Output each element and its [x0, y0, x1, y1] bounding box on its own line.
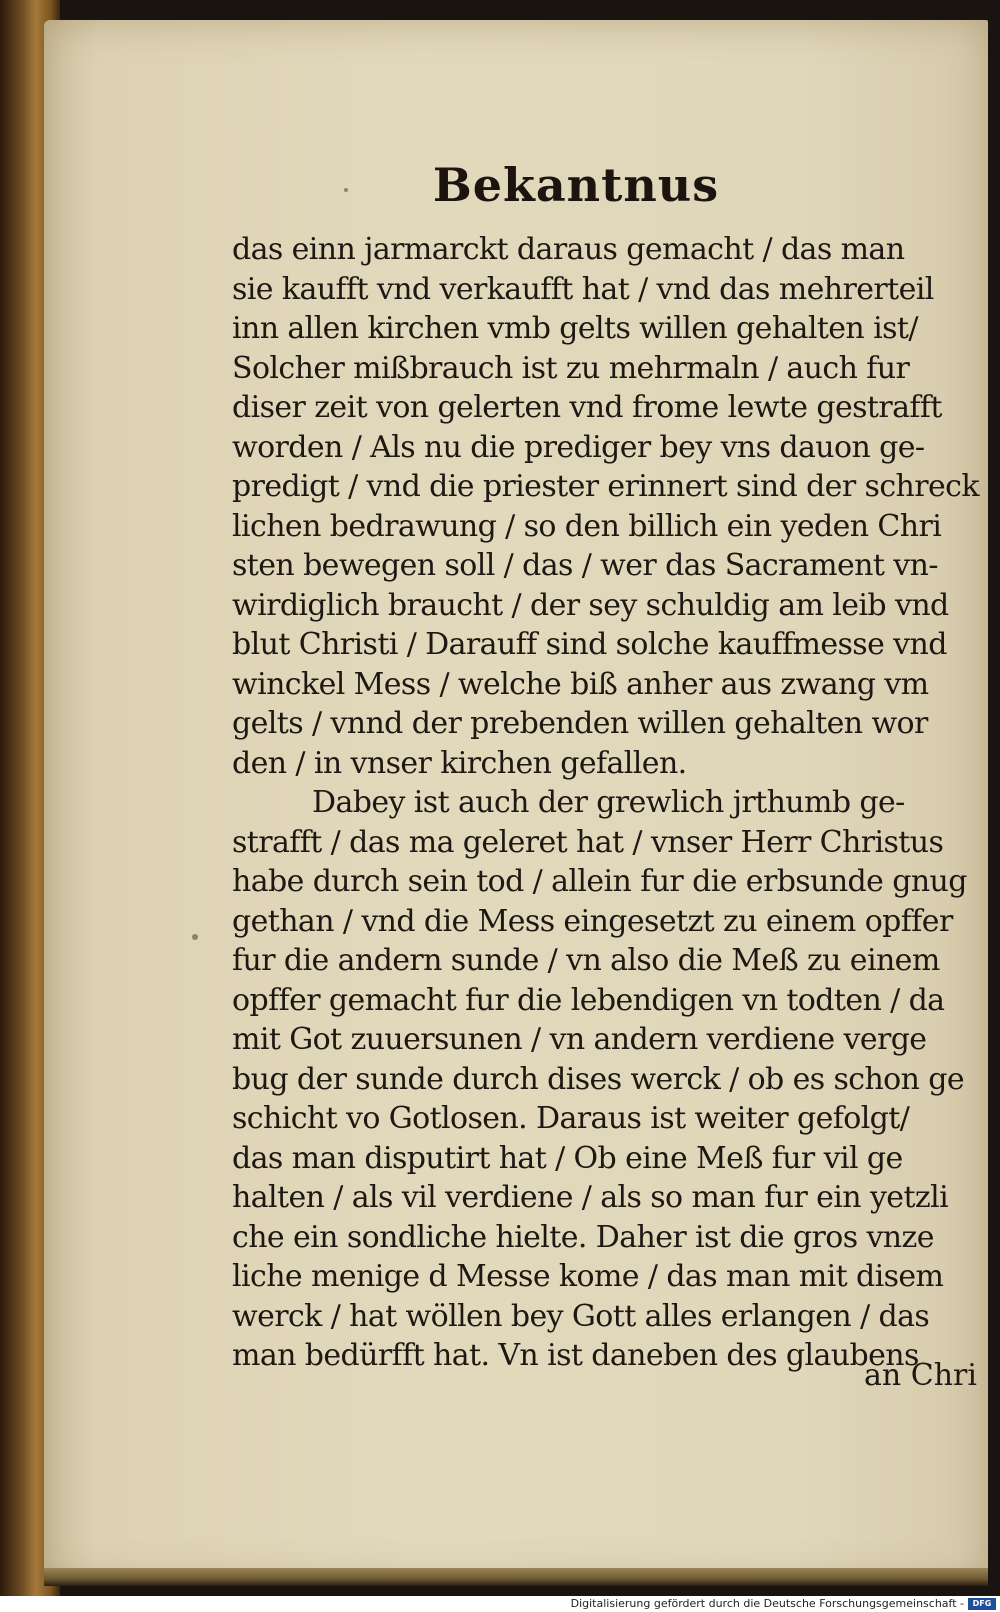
text-line: bug der sunde durch dises werck / ob es schon ge [232, 1061, 965, 1097]
text-line: schicht vo Gotlosen. Daraus ist weiter gefolgt/ [232, 1101, 910, 1136]
text-line: winckel Mess / welche biß anher aus zwang vm [232, 666, 929, 702]
text-line: wirdiglich braucht / der sey schuldig am leib vnd [232, 587, 949, 623]
text-line: habe durch sein tod / allein fur die erbsunde gnug [232, 864, 967, 899]
paragraph-start-line: Dabey ist auch der grewlich jrthumb ge- [312, 785, 905, 820]
text-line: predigt / vnd die priester erinnert sind der schreck [232, 469, 979, 504]
text-line: gethan / vnd die Mess eingesetzt zu einem opffer [232, 903, 953, 939]
book-page [44, 20, 988, 1584]
text-line: den / in vnser kirchen gefallen. [232, 745, 687, 781]
text-line: worden / Als nu die prediger bey vns dauon ge- [232, 429, 925, 465]
text-line: das einn jarmarckt daraus gemacht / das man [232, 232, 905, 267]
text-line: halten / als vil verdiene / als so man fur ein yetzli [232, 1180, 949, 1215]
text-line: inn allen kirchen vmb gelts willen gehalten ist/ [232, 311, 918, 346]
page-bottom-edge [44, 1568, 988, 1586]
catchword: an Chri [864, 1358, 977, 1393]
text-line: che ein sondliche hielte. Daher ist die gros vnze [232, 1219, 934, 1255]
text-line: strafft / das ma geleret hat / vnser Herr Christus [232, 824, 944, 860]
footer-bar [0, 1596, 1000, 1612]
ink-speck [344, 188, 348, 192]
text-line: fur die andern sunde / vn also die Meß zu einem [232, 943, 940, 978]
text-line: sie kaufft vnd verkaufft hat / vnd das mehrerteil [232, 271, 934, 307]
text-line: liche menige d Messe kome / das man mit disem [232, 1259, 944, 1294]
text-line: opffer gemacht fur die lebendigen vn todten / da [232, 982, 945, 1018]
funding-credit: Digitalisierung gefördert durch die Deutsche Forschungsgemeinschaft - [570, 1597, 964, 1610]
text-line: mit Got zuuersunen / vn andern verdiene verge [232, 1022, 927, 1057]
text-line: Solcher mißbrauch ist zu mehrmaln / auch fur [232, 350, 910, 386]
text-line: gelts / vnnd der prebenden willen gehalten wor [232, 706, 928, 741]
ink-speck [192, 934, 198, 940]
text-line: lichen bedrawung / so den billich ein yeden Chri [232, 508, 942, 544]
text-line: sten bewegen soll / das / wer das Sacrament vn- [232, 548, 938, 583]
text-line: werck / hat wöllen bey Gott alles erlangen / das [232, 1298, 930, 1334]
text-line: blut Christi / Darauff sind solche kauffmesse vnd [232, 627, 947, 662]
text-line: das man disputirt hat / Ob eine Meß fur vil ge [232, 1140, 903, 1176]
dfg-logo: DFG [968, 1598, 996, 1610]
running-head: Bekantnus [432, 158, 720, 212]
text-line: man bedürfft hat. Vn ist daneben des glaubens [232, 1338, 919, 1373]
text-line: diser zeit von gelerten vnd frome lewte gestrafft [232, 390, 942, 425]
